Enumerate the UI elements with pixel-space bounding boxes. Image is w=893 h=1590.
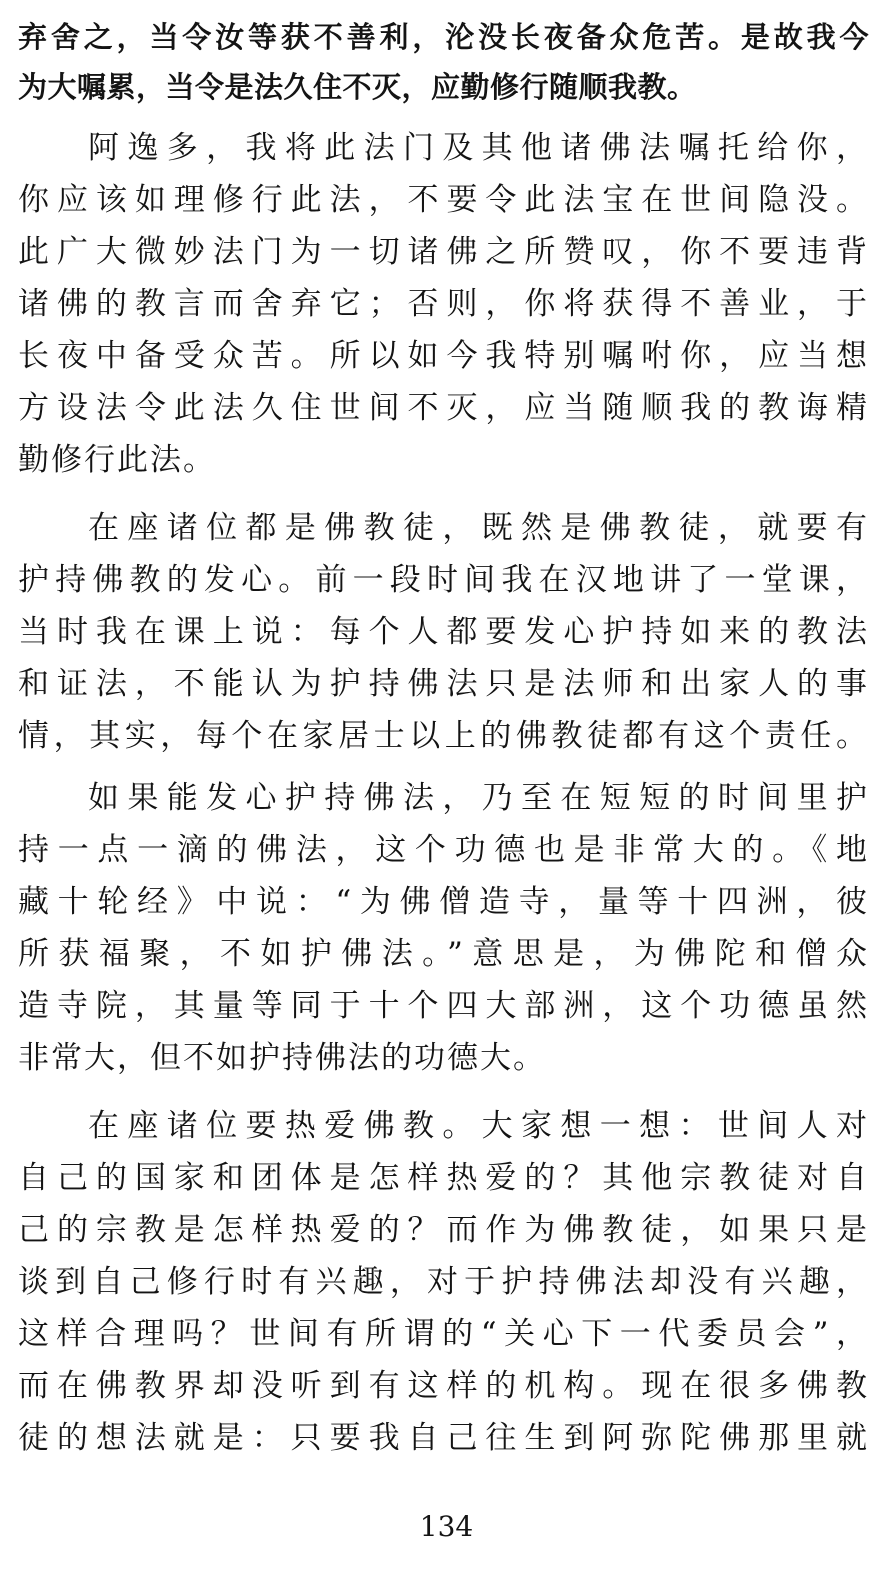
paragraph-line: 持一点一滴的佛法，这个功德也是非常大的。《地 <box>18 832 869 868</box>
paragraph-line: 徒的想法就是：只要我自己往生到阿弥陀佛那里就 <box>18 1420 869 1456</box>
paragraph-line: 和证法，不能认为护持佛法只是法师和出家人的事 <box>18 666 869 702</box>
paragraph-3 <box>18 772 869 1084</box>
paragraph-line: 非常大，但不如护持佛法的功德大。 <box>18 1040 546 1076</box>
paragraph-line: 所获福聚，不如护佛法。”意思是，为佛陀和僧众 <box>18 936 869 972</box>
paragraph-4 <box>18 1100 869 1464</box>
paragraph-line: 此广大微妙法门为一切诸佛之所赞叹，你不要违背 <box>18 234 869 270</box>
paragraph-line: 你应该如理修行此法，不要令此法宝在世间隐没。 <box>18 182 869 218</box>
paragraph-line: 己的宗教是怎样热爱的？而作为佛教徒，如果只是 <box>18 1212 869 1248</box>
sutra-line: 为大嘱累，当令是法久住不灭，应勤修行随顺我教。 <box>18 70 697 104</box>
paragraph-line: 而在佛教界却没听到有这样的机构。现在很多佛教 <box>18 1368 869 1404</box>
paragraph-line: 造寺院，其量等同于十个四大部洲，这个功德虽然 <box>18 988 869 1024</box>
paragraph-line: 长夜中备受众苦。所以如今我特别嘱咐你，应当想 <box>18 338 869 374</box>
paragraph-2 <box>18 502 869 762</box>
paragraph-line: 阿逸多，我将此法门及其他诸佛法嘱托给你， <box>88 130 869 166</box>
paragraph-line: 如果能发心护持佛法，乃至在短短的时间里护 <box>88 780 869 816</box>
paragraph-line: 当时我在课上说：每个人都要发心护持如来的教法 <box>18 614 869 650</box>
paragraph-line: 方设法令此法久住世间不灭，应当随顺我的教诲精 <box>18 390 869 426</box>
paragraph-line: 情，其实，每个在家居士以上的佛教徒都有这个责任。 <box>18 718 869 754</box>
paragraph-line: 在座诸位要热爱佛教。大家想一想：世间人对 <box>88 1108 869 1144</box>
paragraph-1 <box>18 122 869 486</box>
page-number: 134 <box>419 1510 474 1543</box>
paragraph-line: 诸佛的教言而舍弃它；否则，你将获得不善业，于 <box>18 286 869 322</box>
paragraph-line: 勤修行此法。 <box>18 442 216 478</box>
sutra-excerpt <box>18 12 869 112</box>
paragraph-line: 在座诸位都是佛教徒，既然是佛教徒，就要有 <box>88 510 869 546</box>
paragraph-line: 藏十轮经》中说：“为佛僧造寺，量等十四洲，彼 <box>18 884 869 920</box>
paragraph-line: 自己的国家和团体是怎样热爱的？其他宗教徒对自 <box>18 1160 869 1196</box>
sutra-line: 弃舍之，当令汝等获不善利，沦没长夜备众危苦。是故我今 <box>18 20 869 54</box>
paragraph-line: 这样合理吗？世间有所谓的“关心下一代委员会”， <box>18 1316 869 1352</box>
paragraph-line: 护持佛教的发心。前一段时间我在汉地讲了一堂课， <box>18 562 869 598</box>
paragraph-line: 谈到自己修行时有兴趣，对于护持佛法却没有兴趣， <box>18 1264 869 1300</box>
